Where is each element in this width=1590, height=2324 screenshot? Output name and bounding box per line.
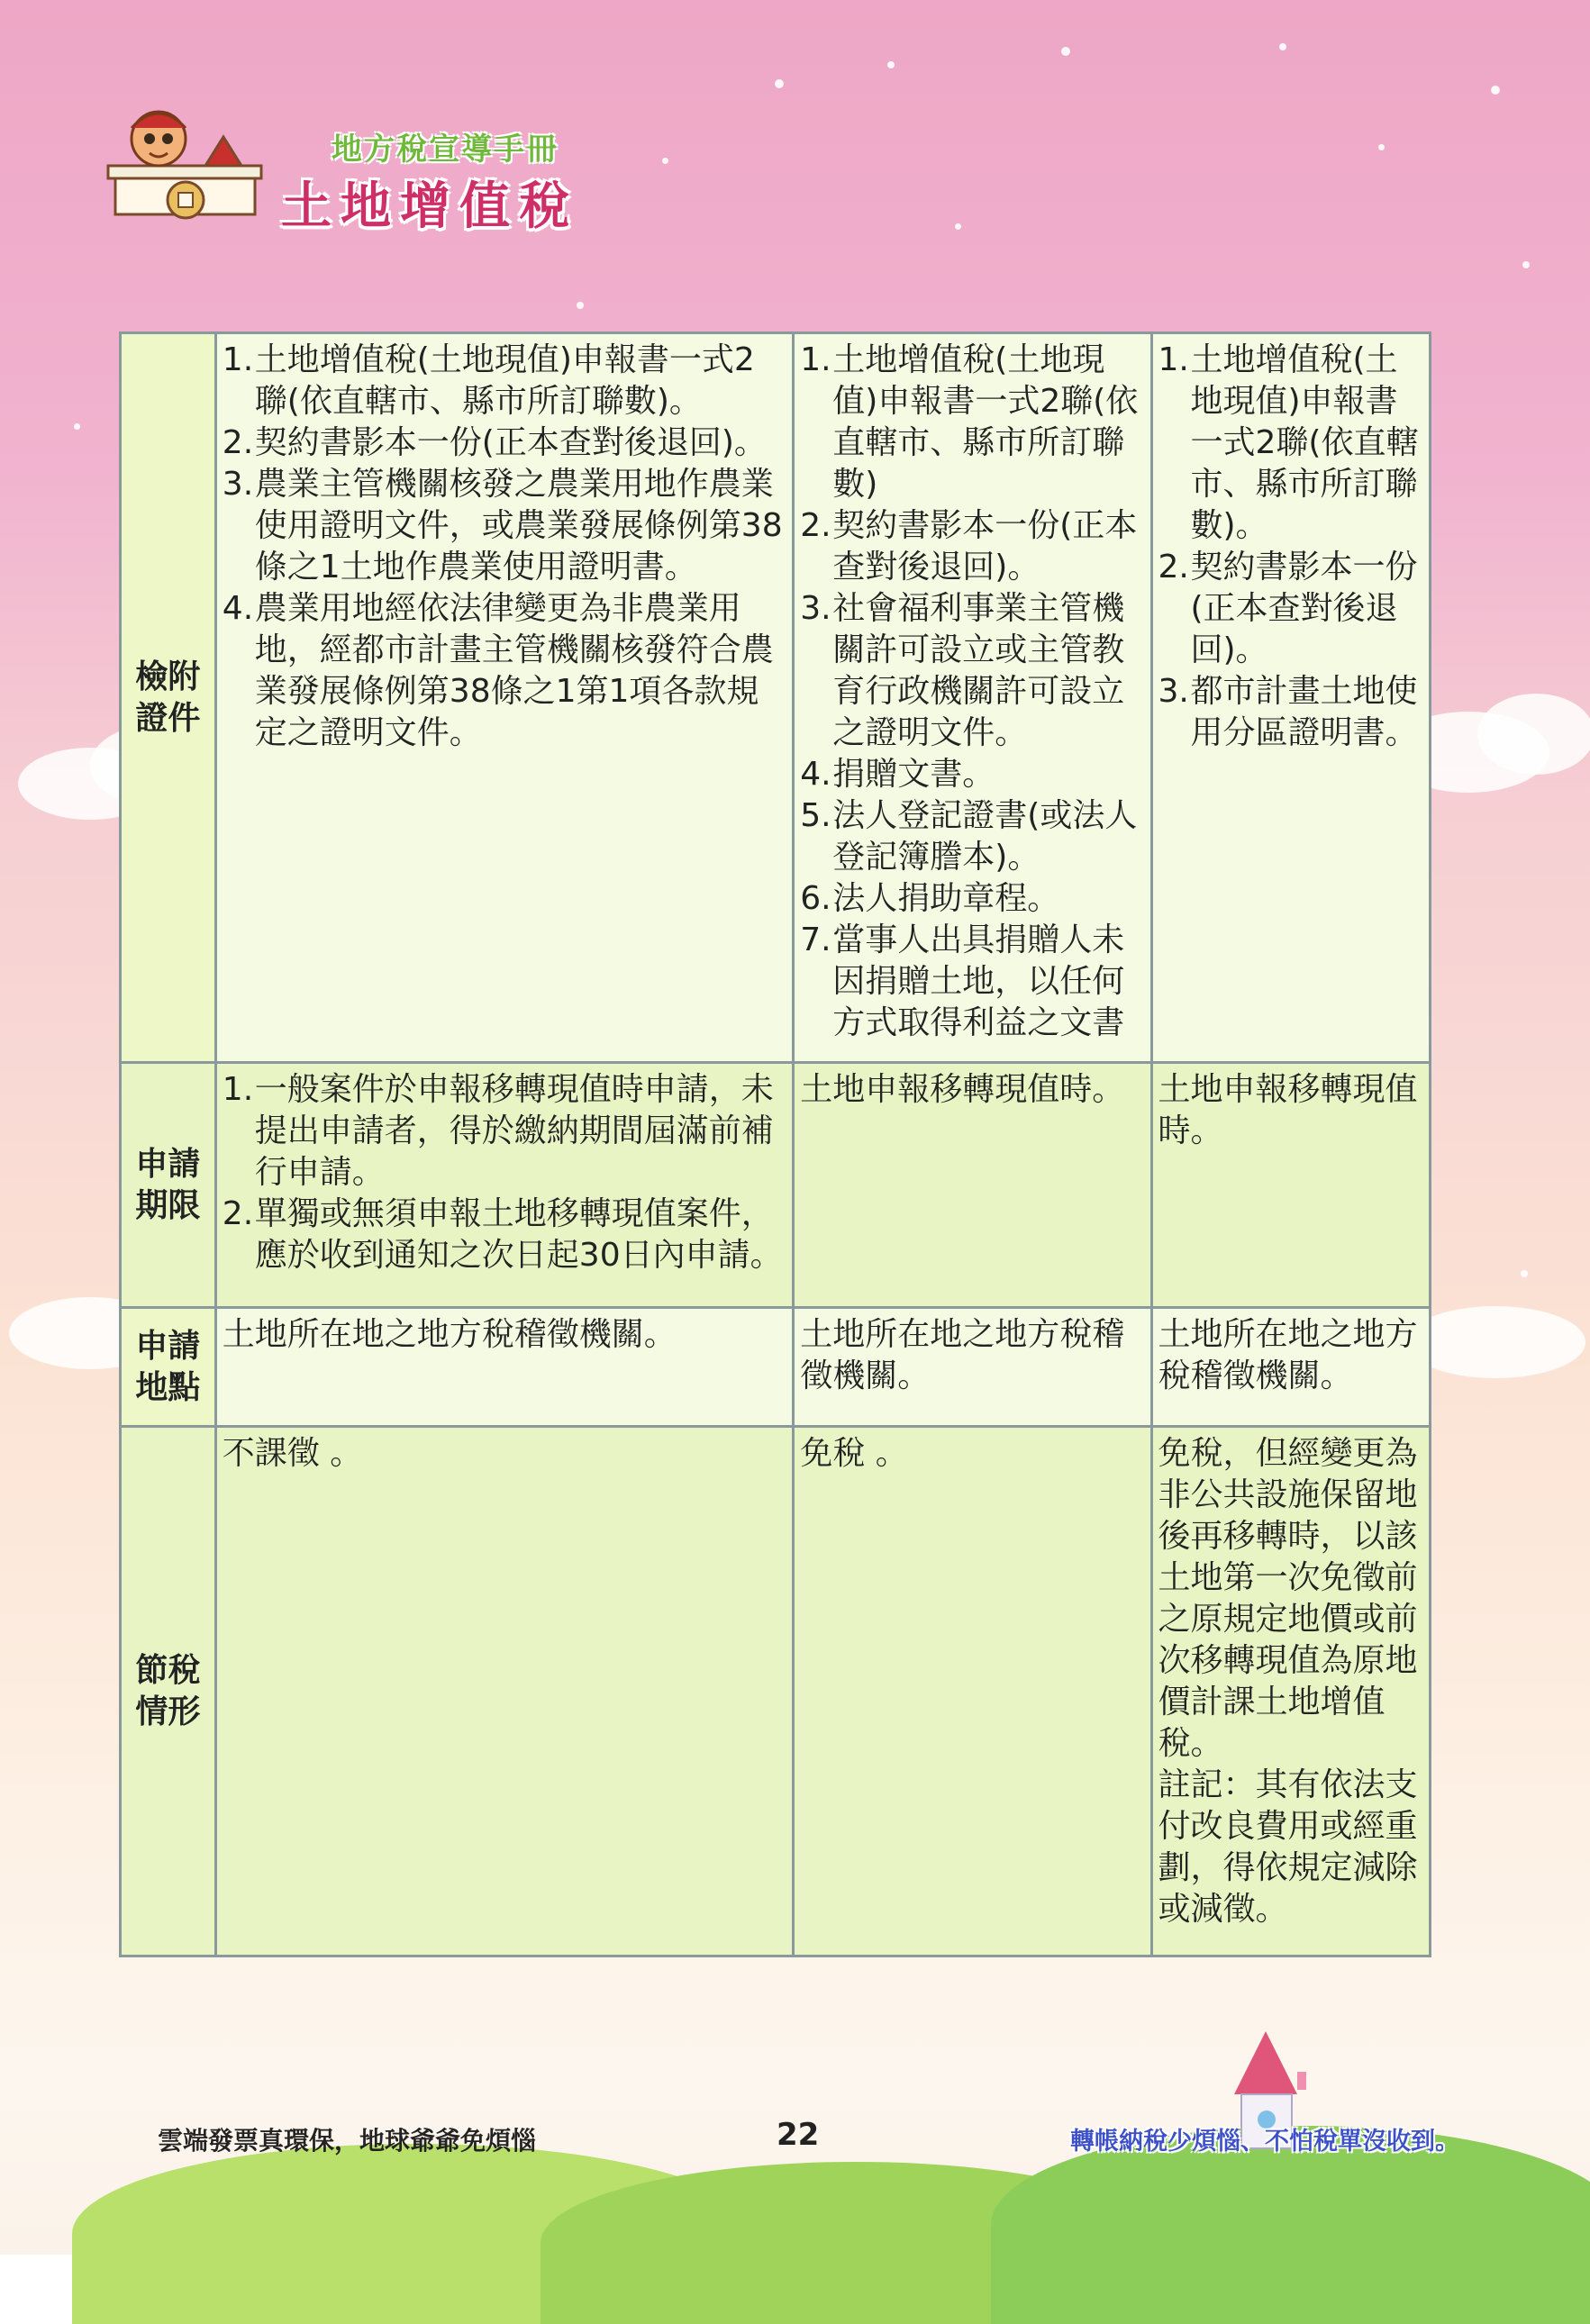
row-label: 申請 期限	[121, 1063, 216, 1308]
col3-cell: 土地申報移轉現值時。	[1151, 1063, 1431, 1308]
list-item: 6. 法人捐助章程。	[800, 880, 1060, 917]
list-item: 1. 一般案件於申報移轉現值時申請，未提出申請者，得於繳納期間屆滿前補行申請。	[222, 1071, 774, 1191]
documents-list-col3	[1158, 340, 1424, 754]
list-item: 2. 契約書影本一份(正本查對後退回)。	[1158, 549, 1418, 668]
page-number: 22	[777, 2117, 820, 2153]
row-label: 節稅 情形	[121, 1427, 216, 1956]
row-label: 申請 地點	[121, 1308, 216, 1427]
list-item: 5. 法人登記證書(或法人登記簿謄本)。	[800, 797, 1138, 876]
list-item: 1. 土地增值稅(土地現值)申報書一式2聯(依直轄市、縣市所訂聯數)。	[1158, 341, 1419, 544]
col3-cell: 土地所在地之地方稅稽徵機關。	[1151, 1308, 1431, 1427]
documents-list-col1	[223, 340, 786, 754]
col2-cell: 免稅 。	[794, 1427, 1151, 1956]
col3-cell	[1151, 333, 1431, 1063]
row-label: 檢附 證件	[121, 333, 216, 1063]
page-title: 土地增值稅	[281, 177, 578, 236]
table-row-location	[121, 1308, 1431, 1427]
col2-cell	[794, 333, 1151, 1063]
list-item: 3. 農業主管機關核發之農業用地作農業使用證明文件，或農業發展條例第38條之1土地作農業使用證明書。	[222, 466, 783, 586]
list-item: 3. 都市計畫土地使用分區證明書。	[1158, 673, 1418, 751]
footer-slogan-right: 轉帳納稅少煩惱、不怕稅單沒收到。	[1070, 2128, 1459, 2156]
col1-cell: 不課徵 。	[215, 1427, 793, 1956]
list-item: 2. 契約書影本一份(正本查對後退回)。	[800, 507, 1138, 586]
list-item: 4. 捐贈文書。	[800, 756, 995, 793]
documents-list-col2	[800, 340, 1144, 1044]
col1-cell	[215, 333, 793, 1063]
house-icon	[1216, 2031, 1342, 2184]
footer-slogan-left: 雲端發票真環保，地球爺爺免煩惱	[158, 2126, 537, 2156]
table-row-tax-saving	[121, 1427, 1431, 1956]
col2-cell: 土地申報移轉現值時。	[794, 1063, 1151, 1308]
list-item: 3. 社會福利事業主管機關許可設立或主管教育行政機關許可設立之證明文件。	[800, 590, 1125, 751]
mascot-logo-icon	[106, 101, 264, 227]
note-text: 註記：其有依法支付改良費用或經重劃，得依規定減除或減徵。	[1158, 1766, 1418, 1928]
col1-cell: 土地所在地之地方稅稽徵機關。	[215, 1308, 793, 1427]
deadline-list	[223, 1069, 786, 1276]
list-item: 4. 農業用地經依法律變更為非農業用地，經都市計畫主管機關核發符合農業發展條例第38條之1第1項各款規定之證明文件。	[222, 590, 774, 751]
list-item: 1. 土地增值稅(土地現值)申報書一式2聯(依直轄市、縣市所訂聯數)。	[222, 341, 755, 420]
table-row-documents	[121, 333, 1431, 1063]
list-item: 1. 土地增值稅(土地現值)申報書一式2聯(依直轄市、縣市所訂聯數)	[800, 341, 1139, 503]
list-item: 7. 當事人出具捐贈人未因捐贈土地，以任何方式取得利益之文書	[800, 921, 1125, 1041]
list-item: 2. 單獨或無須申報土地移轉現值案件，應於收到通知之次日起30日內申請。	[222, 1195, 783, 1274]
col3-cell: 免稅，但經變更為非公共設施保留地後再移轉時，以該土地第一次免徵前之原規定地價或前次移轉現值為原地價計課土地增值稅。 註記：其有依法支付改良費用或經重劃，得依規定減除或減徵。	[1151, 1427, 1431, 1956]
handbook-subtitle: 地方稅宣導手冊	[332, 132, 559, 168]
list-item: 2. 契約書影本一份(正本查對後退回)。	[222, 424, 767, 461]
col1-cell	[215, 1063, 793, 1308]
tax-info-table	[119, 331, 1431, 1957]
col2-cell: 土地所在地之地方稅稽徵機關。	[794, 1308, 1151, 1427]
table-row-deadline	[121, 1063, 1431, 1308]
